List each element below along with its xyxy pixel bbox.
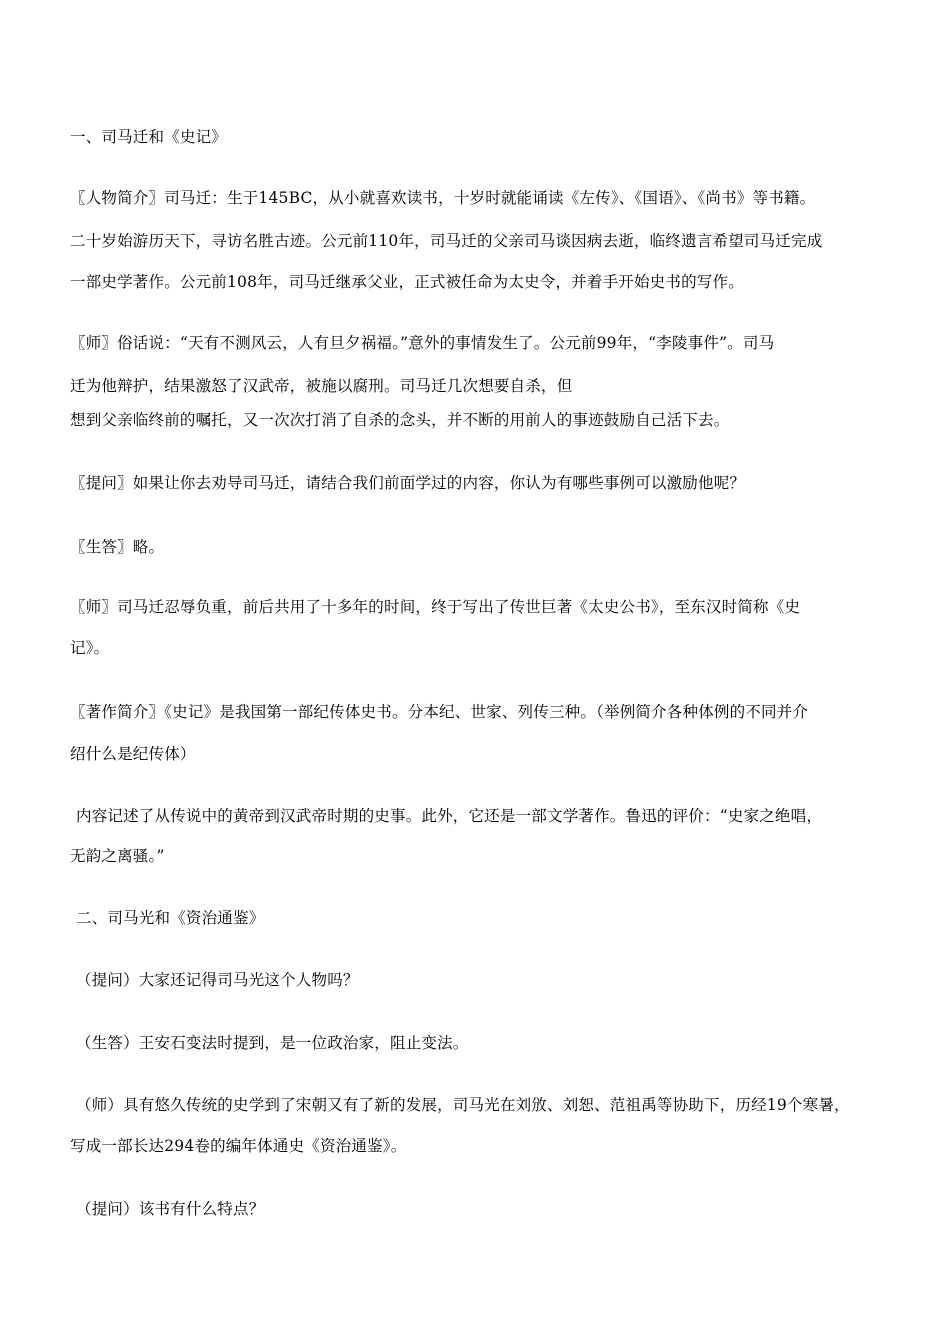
paragraph-line: 记》。	[70, 639, 110, 657]
paragraph-line: 〖生答〗略。	[70, 538, 165, 556]
paragraph-line: 无韵之离骚。”	[70, 847, 165, 865]
paragraph-line: （生答）王安石变法时提到，是一位政治家，阻止变法。	[76, 1034, 469, 1052]
section-heading-1: 一、司马迁和《史记》	[70, 128, 228, 146]
paragraph-line: 写成一部长达294卷的编年体通史《资治通鉴》。	[70, 1137, 407, 1155]
paragraph-line: 迁为他辩护，结果激怒了汉武帝，被施以腐刑。司马迁几次想要自杀，但	[70, 377, 573, 395]
paragraph-line: 一部史学著作。公元前108年，司马迁继承父业，正式被任命为太史令，并着手开始史书的写作。	[70, 273, 744, 291]
paragraph-line: 〖人物简介〗司马迁：生于145BC，从小就喜欢读书，十岁时就能诵读《左传》、《国语》、《尚书》等书籍。	[70, 189, 816, 207]
paragraph-line: 〖著作简介〗《史记》是我国第一部纪传体史书。分本纪、世家、列传三种。（举例简介各种体例的不同并介	[70, 703, 809, 721]
paragraph-line: （提问）大家还记得司马光这个人物吗？	[76, 971, 359, 989]
paragraph-line: 内容记述了从传说中的黄帝到汉武帝时期的史事。此外，它还是一部文学著作。鲁迅的评价：“史家之绝唱，	[76, 807, 823, 825]
paragraph-line: 〖师〗司马迁忍辱负重，前后共用了十多年的时间，终于写出了传世巨著《太史公书》，至东汉时简称《史	[70, 598, 801, 616]
paragraph-line: 〖师〗俗话说：“天有不测风云，人有旦夕祸福。”意外的事情发生了。公元前99年，“李陵事件”。司马	[70, 334, 775, 352]
paragraph-line: 〖提问〗如果让你去劝导司马迁，请结合我们前面学过的内容，你认为有哪些事例可以激励他呢？	[70, 474, 746, 492]
section-heading-2: 二、司马光和《资治通鉴》	[76, 909, 265, 927]
paragraph-line: （师）具有悠久传统的史学到了宋朝又有了新的发展，司马光在刘攽、刘恕、范祖禹等协助下，历经19个寒暑，	[76, 1096, 850, 1114]
paragraph-line: 绍什么是纪传体）	[70, 745, 196, 763]
paragraph-line: 想到父亲临终前的嘱托，又一次次打消了自杀的念头，并不断的用前人的事迹鼓励自己活下去。	[70, 411, 730, 429]
paragraph-line: 二十岁始游历天下，寻访名胜古迹。公元前110年，司马迁的父亲司马谈因病去逝，临终遗言希望司马迁完成	[70, 232, 823, 250]
paragraph-line: （提问）该书有什么特点？	[76, 1200, 265, 1218]
